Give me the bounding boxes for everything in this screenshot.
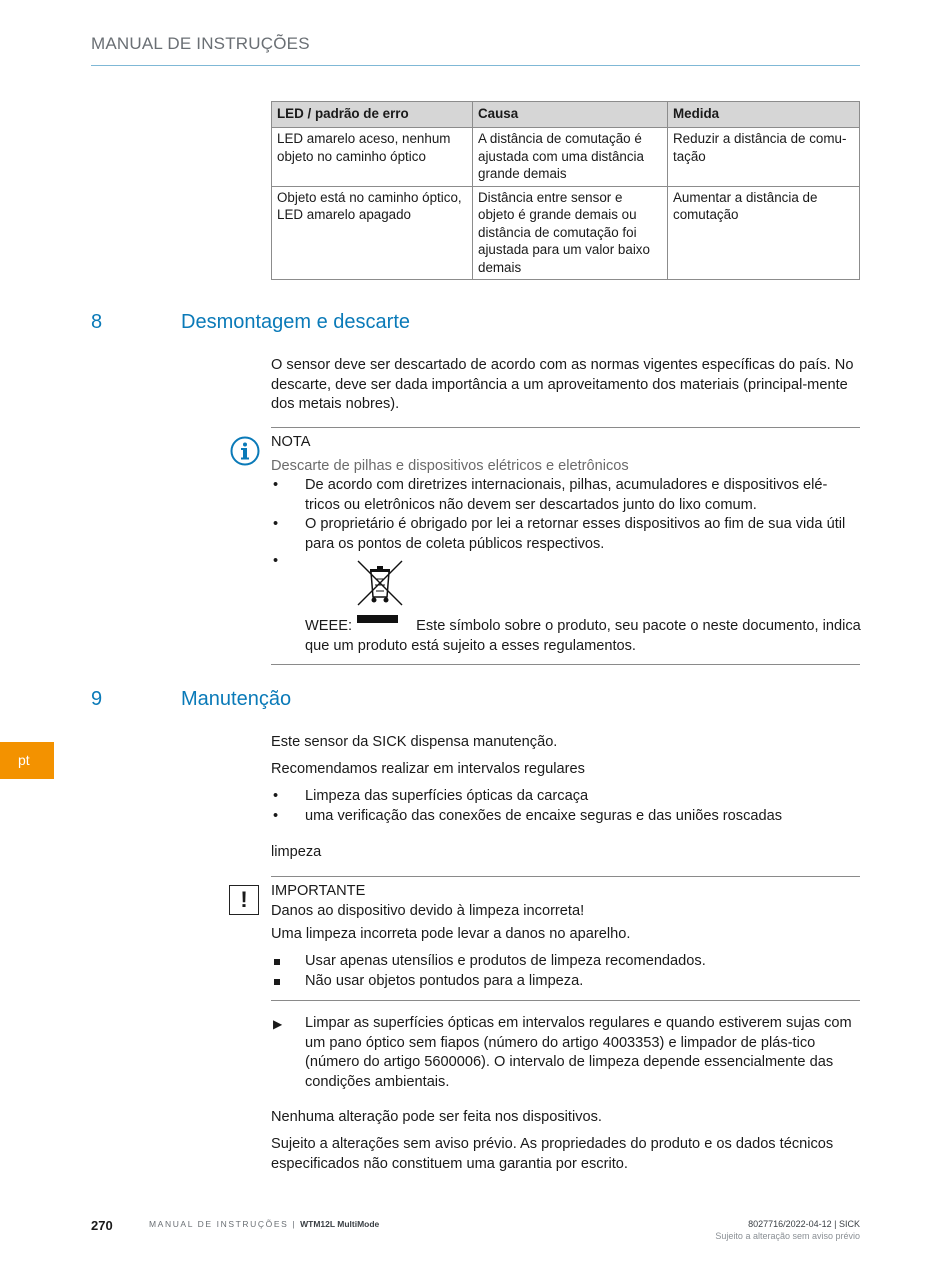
section-paragraph: Sujeito a alterações sem aviso prévio. As propriedades do produto e os dados técnicos especificados não constituem uma garantia por escrito.: [271, 1136, 834, 1172]
footer-doc-label: MANUAL DE INSTRUÇÕES | WTM12L MultiMode: [149, 1219, 380, 1229]
error-table: [271, 101, 860, 280]
table-row: [272, 186, 860, 280]
table-header-row: [272, 102, 860, 128]
list-item-text: Não usar objetos pontudos para a limpeza.: [305, 972, 584, 989]
list-item: • uma verificação das conexões de encaixe seguras e das uniões roscadas: [273, 807, 783, 824]
list-item-text: De acordo com diretrizes internacionais, pilhas, acumuladores e dispositivos elé-tricos ou eletrônicos não devem ser descartados junto do lixo comum.: [305, 477, 828, 513]
weee-prefix: WEEE:: [305, 618, 353, 634]
list-item-text: O proprietário é obrigado por lei a retornar esses dispositivos ao fim de sua vida útil para os pontos de coleta públicos respectivos.: [305, 516, 846, 552]
section-title: Manutenção: [181, 688, 292, 710]
note-bottom-rule: [271, 664, 860, 665]
list-item-text: uma verificação das conexões de encaixe seguras e das uniões roscadas: [305, 807, 783, 824]
note-bullet-list: [271, 476, 861, 554]
important-bottom-rule: [271, 1000, 860, 1001]
instruction-step: ▶ Limpar as superfícies ópticas em intervalos regulares e quando estiverem sujas com um pano óptico sem fiapos (número do artigo 4003353) e limpador de plás-tico (número do artigo 5600006). O intervalo de limpeza depende essencialmente das condições ambientais.: [273, 1015, 852, 1090]
weee-paragraph: [305, 617, 861, 656]
table-cell: Reduzir a distância de comu-tação: [668, 128, 860, 187]
important-label: IMPORTANTE: [271, 883, 366, 899]
table-cell: Objeto está no caminho óptico, LED amarelo apagado: [272, 186, 473, 280]
footer-doc-title: MANUAL DE INSTRUÇÕES: [149, 1219, 289, 1229]
maintenance-bullet-list: [271, 787, 861, 826]
instruction-step-text: Limpar as superfícies ópticas em intervalos regulares e quando estiverem sujas com um pano óptico sem fiapos (número do artigo 4003353) e limpador de plás-tico (número do artigo 5600006). O intervalo de limpeza depende essencialmente das condições ambientais.: [305, 1015, 852, 1090]
weee-text: Este símbolo sobre o produto, seu pacote o neste documento, indica que um produto está sujeito a esses regulamentos.: [305, 618, 861, 654]
sub-heading: limpeza: [271, 844, 322, 860]
column-header: Causa: [473, 102, 668, 128]
section-title: Desmontagem e descarte: [181, 311, 411, 333]
section-paragraph: Recomendamos realizar em intervalos regulares: [271, 761, 585, 777]
footer-right: 8027716/2022-04-12 | SICK Sujeito a alteração sem aviso prévio: [715, 1219, 860, 1241]
important-text: Uma limpeza incorreta pode levar a danos no aparelho.: [271, 926, 631, 942]
list-item-text: Usar apenas utensílios e produtos de limpeza recomendados.: [305, 953, 706, 969]
list-item: [271, 952, 861, 972]
table-cell: Aumentar a distância de comutação: [668, 186, 860, 280]
section-number: 9: [91, 688, 103, 710]
column-header: Medida: [668, 102, 860, 128]
table-cell: Distância entre sensor e objeto é grande demais ou distância de comutação foi ajustada para um valor baixo demais: [473, 186, 668, 280]
note-label: NOTA: [271, 434, 311, 450]
note-subtitle: Descarte de pilhas e dispositivos elétricos e eletrônicos: [271, 458, 629, 474]
table-cell: LED amarelo aceso, nenhum objeto no caminho óptico: [272, 128, 473, 187]
footer-doc-id: 8027716/2022-04-12: [748, 1219, 832, 1229]
important-headline: Danos ao dispositivo devido à limpeza incorreta!: [271, 903, 585, 919]
table-cell: A distância de comutação é ajustada com uma distância grande demais: [473, 128, 668, 187]
column-header: LED / padrão de erro: [272, 102, 473, 128]
info-icon: [230, 436, 260, 466]
section-paragraph: Este sensor da SICK dispensa manutenção.: [271, 734, 558, 750]
instruction-steps: [271, 1014, 861, 1092]
list-item: • O proprietário é obrigado por lei a retornar esses dispositivos ao fim de sua vida útil para os pontos de coleta públicos respectivos.: [273, 516, 846, 552]
footer-brand: SICK: [838, 1219, 860, 1229]
list-item: • Limpeza das superfícies ópticas da carcaça: [273, 788, 589, 804]
page-number: 270: [91, 1218, 113, 1233]
header-divider: [91, 65, 860, 66]
footer-disclaimer: Sujeito a alteração sem aviso prévio: [715, 1231, 860, 1241]
table-row: [272, 128, 860, 187]
section-paragraph: O sensor deve ser descartado de acordo com as normas vigentes específicas do país. No descarte, deve ser dada importância a um aproveitamento dos materiais (principal-mente dos metais nobres).: [271, 357, 854, 412]
important-item-list: [271, 952, 861, 991]
footer-product: WTM12L MultiMode: [300, 1219, 380, 1229]
running-title: MANUAL DE INSTRUÇÕES: [91, 34, 310, 53]
language-tab: pt: [0, 742, 54, 779]
note-top-rule: [271, 427, 860, 428]
important-top-rule: [271, 876, 860, 877]
section-paragraph: Nenhuma alteração pode ser feita nos dispositivos.: [271, 1109, 602, 1125]
list-item-text: Limpeza das superfícies ópticas da carcaça: [305, 788, 589, 804]
section-number: 8: [91, 311, 103, 333]
exclamation-icon: !: [229, 885, 259, 915]
bullet-marker: •: [273, 553, 279, 569]
list-item: • De acordo com diretrizes internacionais, pilhas, acumuladores e dispositivos elé-tricos ou eletrônicos não devem ser descartados junto do lixo comum.: [273, 477, 828, 513]
list-item: [271, 972, 861, 992]
